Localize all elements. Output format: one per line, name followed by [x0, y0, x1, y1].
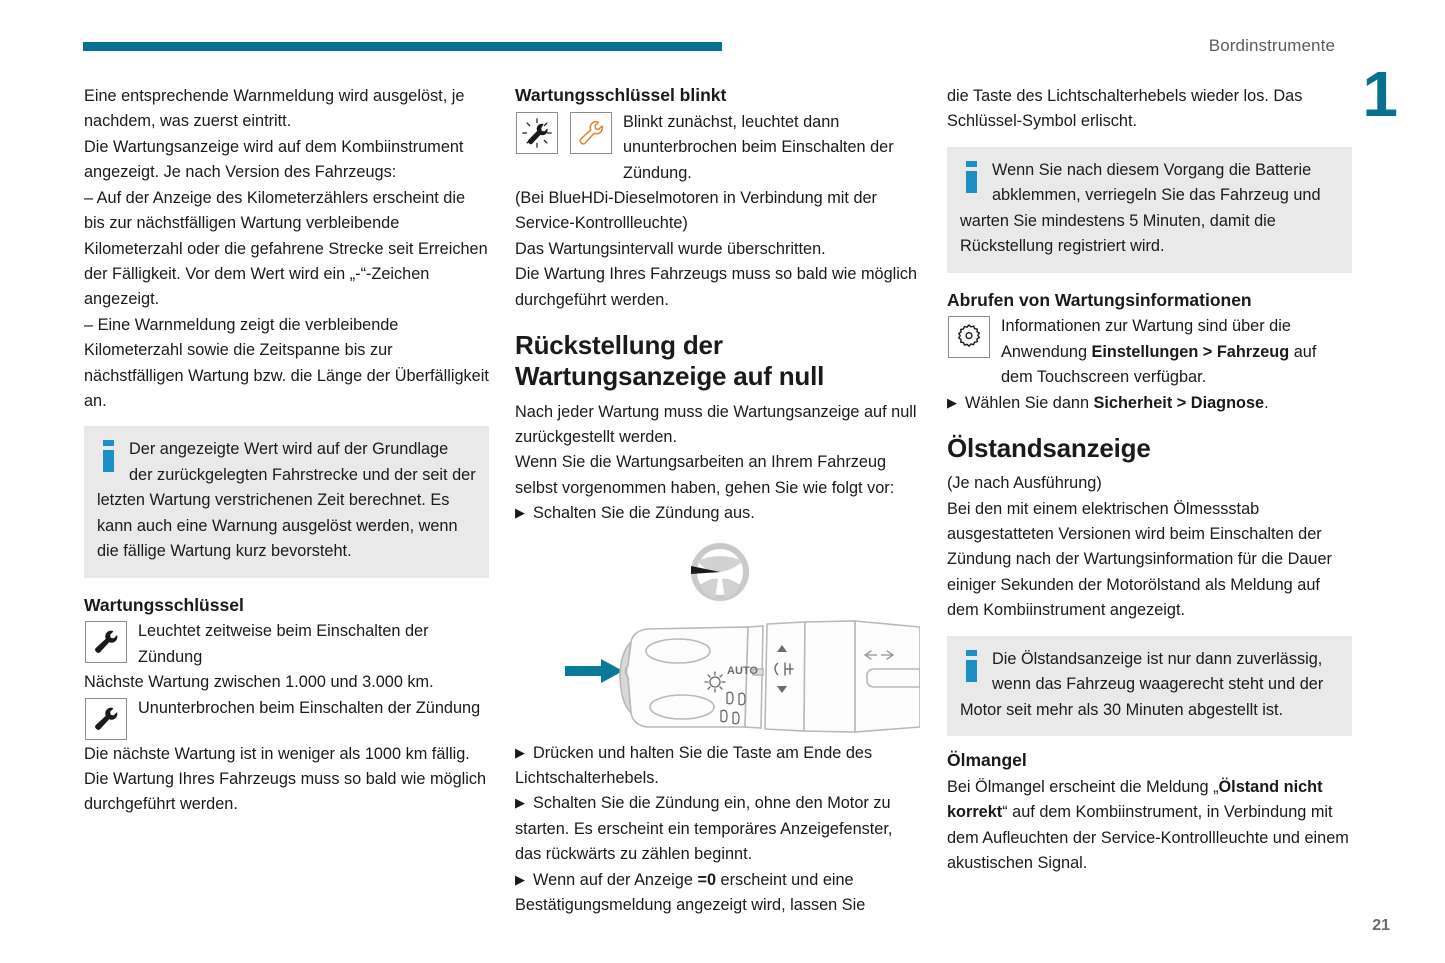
- info-icon: [966, 650, 977, 682]
- icon-row-text: Ununterbrochen beim Einschalten der Zündung: [138, 698, 481, 717]
- wrench-icon: [85, 698, 127, 740]
- menu-path: Sicherheit > Diagnose: [1093, 393, 1265, 412]
- paragraph: Die nächste Wartung ist in weniger als 1000 km fällig.: [84, 744, 470, 763]
- paragraph: Nächste Wartung zwischen 1.000 und 3.000 km.: [84, 673, 434, 692]
- page-header-title: Bordinstrumente: [1208, 36, 1335, 55]
- display-value: =0: [697, 870, 717, 889]
- step-item: ▶ Drücken und halten Sie die Taste am Ende des Lichtschalterhebels.: [515, 741, 920, 792]
- column-left: [84, 84, 489, 919]
- page-columns: [0, 84, 1445, 919]
- info-icon: [966, 161, 977, 193]
- section-heading-oelstandsanzeige: Ölstandsanzeige: [947, 432, 1151, 463]
- menu-path: Einstellungen > Fahrzeug: [1091, 342, 1290, 361]
- text-c: auf dem Touchscreen verfügbar.: [1001, 342, 1317, 387]
- text-c: .: [1264, 393, 1269, 412]
- step-item: [947, 391, 1352, 416]
- icon-row: [84, 619, 489, 670]
- light-switch-stalk: [620, 621, 920, 732]
- paragraph: (Je nach Ausführung): [947, 474, 1102, 493]
- section-heading-oelmangel: Ölmangel: [947, 749, 1027, 770]
- paragraph: (Bei BlueHDi-Dieselmotoren in Verbindung mit der Service-Kontrollleuchte): [515, 189, 877, 233]
- orange-wrench-icon: [570, 112, 612, 154]
- step-item: ▶ Schalten Sie die Zündung ein, ohne den Motor zu starten. Es erscheint ein temporäres Anzeigefenster, das rückwärts zu zählen beginnt.: [515, 791, 920, 867]
- icon-row: [947, 314, 1352, 390]
- paragraph: – Auf der Anzeige des Kilometerzählers erscheint die bis zur nächstfälligen Wartung verbleibende Kilometerzahl oder die gefahrene Strecke seit Erreichen der Fälligkeit. Vor dem Wert wird ein „-“-Zeichen angezeigt.: [84, 188, 488, 309]
- column-middle: [515, 84, 920, 919]
- paragraph: Die Wartung Ihres Fahrzeugs muss so bald wie möglich durchgeführt werden.: [515, 265, 918, 309]
- info-box-text: Die Ölstandsanzeige ist nur dann zuverlässig, wenn das Fahrzeug waagerecht steht und der Motor seit mehr als 30 Minuten abgestellt ist.: [960, 649, 1324, 719]
- info-icon: [103, 440, 114, 472]
- section-heading-ruckstellung: Rückstellung der Wartungsanzeige auf null: [515, 330, 825, 392]
- paragraph: Die Wartungsanzeige wird auf dem Kombiinstrument angezeigt. Je nach Version des Fahrzeugs:: [84, 137, 464, 182]
- light-stalk-illustration: [515, 541, 920, 737]
- info-box: [947, 147, 1352, 273]
- info-box: [947, 636, 1352, 736]
- section-heading-wartungsschluessel-blinkt: Wartungsschlüssel blinkt: [515, 85, 727, 105]
- gear-icon: [948, 316, 990, 358]
- wrench-icon: [85, 621, 127, 663]
- info-box: [84, 426, 489, 577]
- paragraph: Das Wartungsintervall wurde überschritten.: [515, 239, 826, 258]
- paragraph: Eine entsprechende Warnmeldung wird ausgelöst, je nachdem, was zuerst eintritt.: [84, 87, 465, 131]
- step-text-a: Wenn auf der Anzeige: [533, 870, 698, 889]
- chapter-number: 1: [1362, 58, 1398, 130]
- flashing-wrench-icon: [516, 112, 558, 154]
- section-heading-wartungsschluessel: Wartungsschlüssel: [84, 594, 244, 615]
- text-a: Bei Ölmangel erscheint die Meldung „: [947, 777, 1219, 796]
- header-accent-rule: [83, 42, 722, 51]
- message-text: Ölstand nicht korrekt: [947, 777, 1323, 822]
- page-number: 21: [1372, 917, 1390, 934]
- paragraph: Wenn Sie die Wartungsarbeiten an Ihrem Fahrzeug selbst vorgenommen haben, gehen Sie wie folgt vor:: [515, 453, 895, 497]
- section-heading-abrufen: Abrufen von Wartungsinformationen: [947, 289, 1252, 310]
- paragraph: die Taste des Lichtschalterhebels wieder los. Das Schlüssel-Symbol erlischt.: [947, 87, 1303, 131]
- auto-label: AUTO: [727, 664, 758, 677]
- info-box-text: Wenn Sie nach diesem Vorgang die Batterie abklemmen, verriegeln Sie das Fahrzeug und warten Sie mindestens 5 Minuten, damit die Rückstellung registriert wird.: [960, 160, 1321, 256]
- step-item: [515, 868, 920, 919]
- paragraph: Die Wartung Ihres Fahrzeugs muss so bald wie möglich durchgeführt werden.: [84, 770, 487, 814]
- text-a: Informationen zur Wartung sind über die Anwendung: [1001, 317, 1291, 361]
- paragraph: Nach jeder Wartung muss die Wartungsanzeige auf null zurückgestellt werden.: [515, 402, 917, 446]
- paragraph: – Eine Warnmeldung zeigt die verbleibende Kilometerzahl sowie die Zeitspanne bis zur nächstfälligen Wartung bzw. die Länge der Überfälligkeit an.: [84, 315, 489, 411]
- text-a: Wählen Sie dann: [965, 393, 1094, 412]
- column-right: [947, 84, 1352, 919]
- icon-row-text: [1001, 314, 1352, 390]
- pointer-arrow: [565, 659, 623, 683]
- paragraph: [947, 775, 1352, 877]
- step-item: ▶ Schalten Sie die Zündung aus.: [515, 501, 920, 526]
- text-c: “ auf dem Kombiinstrument, in Verbindung mit dem Aufleuchten der Service-Kontrollleuchte und einem akustischen Signal.: [947, 803, 1349, 872]
- step-text-c: erscheint und eine Bestätigungsmeldung angezeigt wird, lassen Sie: [515, 870, 866, 915]
- icon-row: [515, 110, 920, 186]
- info-box-text: Der angezeigte Wert wird auf der Grundlage der zurückgelegten Fahrstrecke und der seit der letzten Wartung verstrichenen Zeit berechnet. Es kann auch eine Warnung ausgelöst werden, wenn die fällige Wartung kurz bevorsteht.: [97, 440, 476, 561]
- icon-row: [84, 696, 489, 742]
- icon-row-text: Blinkt zunächst, leuchtet dann ununterbrochen beim Einschalten der Zündung.: [623, 112, 894, 182]
- steering-wheel-graphic: [691, 546, 746, 599]
- icon-row-text: Leuchtet zeitweise beim Einschalten der Zündung: [138, 622, 429, 666]
- paragraph: Bei den mit einem elektrischen Ölmessstab ausgestatteten Versionen wird beim Einschalten der Zündung nach der Wartungsinformation für die Dauer einiger Sekunden der Motorölstand als Meldung auf dem Kombiinstrument angezeigt.: [947, 499, 1332, 620]
